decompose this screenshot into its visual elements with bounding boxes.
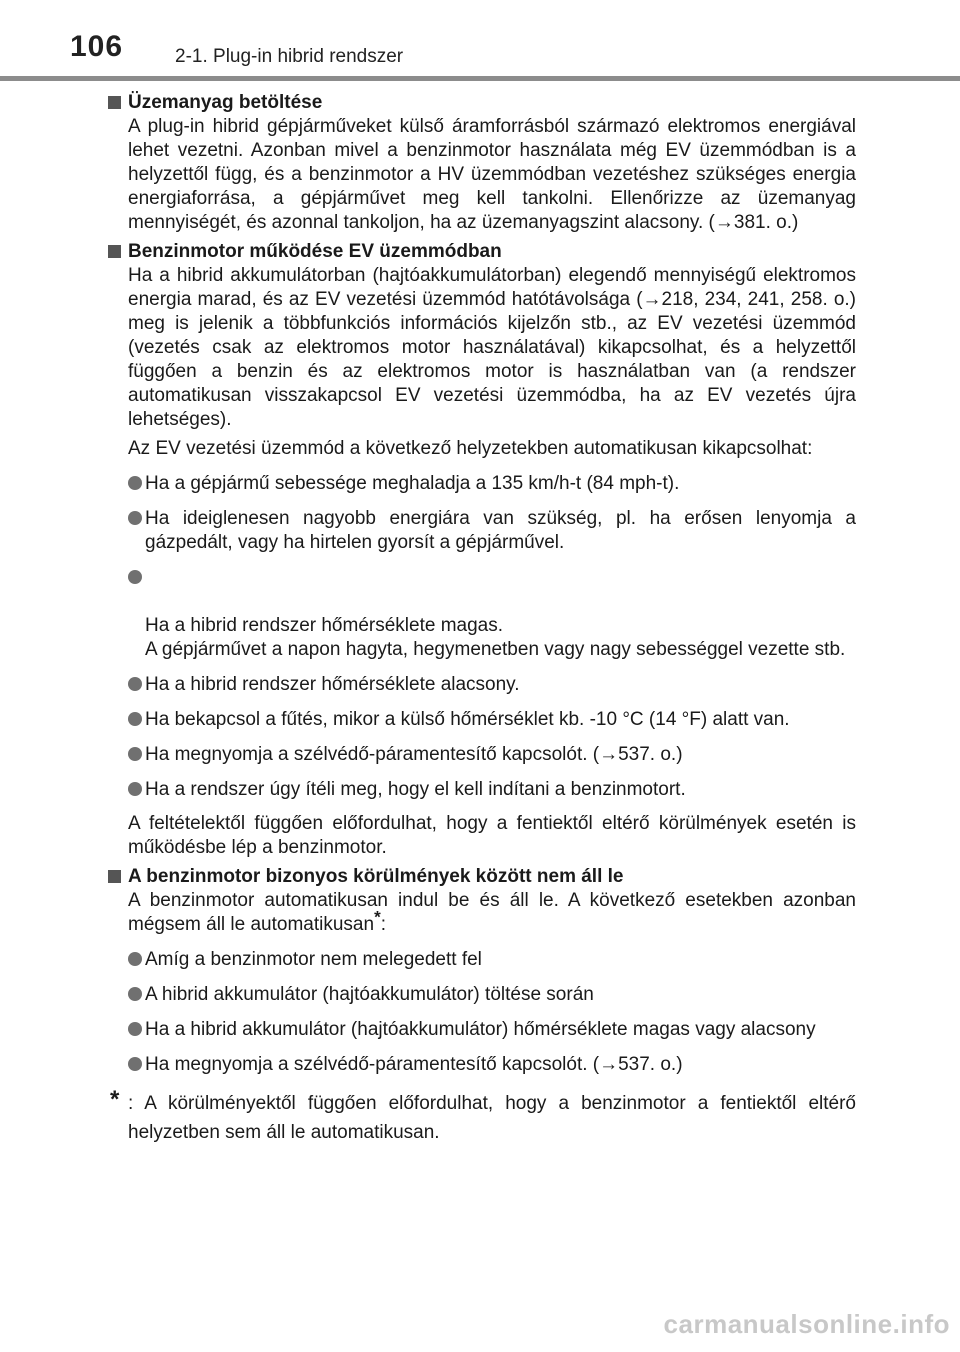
paragraph: A feltételektől függően előfordulhat, hogy a fentiektől eltérő körülmények esetén is működésbe lép a benzinmotor.	[128, 813, 856, 858]
round-bullet-icon	[128, 952, 142, 966]
round-bullet-icon	[128, 570, 142, 584]
section-heading	[108, 240, 856, 264]
section-title: 2-1. Plug-in hibrid rendszer	[175, 46, 404, 67]
list-item: A hibrid akkumulátor (hajtóakkumulátor) töltése során	[128, 983, 856, 1007]
page-content	[108, 91, 856, 1147]
paragraph: A plug-in hibrid gépjárműveket külső áramforrásból származó elektromos energiával lehet vezetni. Azonban mivel a benzinmotor használata még EV üzemmódban is a helyzettől függ, és a benzinmotor a HV üzemmódban vezetéshez szükséges energia energiaforrása, a gépjárművet meg kell tankolni. Ellenőrizze az üzemanyag mennyiségét, és azonnal tankoljon, ha az üzemanyagszint alacsony. (→381. o.)	[128, 116, 856, 233]
paragraph: A benzinmotor automatikusan indul be és áll le. A következő esetekben azonban mégsem áll le automatikusan*:	[128, 890, 856, 935]
heading-text: Üzemanyag betöltése	[128, 92, 323, 113]
footnote-text: : A körülményektől függően előfordulhat, hogy a benzinmotor a fentiektől eltérő helyzetben sem áll le automatikusan.	[128, 1093, 856, 1143]
page-number: 106	[70, 30, 124, 63]
list-item: Amíg a benzinmotor nem melegedett fel	[128, 948, 856, 972]
asterisk-mark: *	[374, 907, 381, 927]
round-bullet-icon	[128, 782, 142, 796]
list-item: Ha megnyomja a szélvédő-páramentesítő kapcsolót. (→537. o.)	[128, 1053, 856, 1077]
paragraph: Az EV vezetési üzemmód a következő helyzetekben automatikusan kikapcsolhat:	[128, 438, 813, 459]
heading-text: A benzinmotor bizonyos körülmények között nem áll le	[128, 866, 624, 887]
round-bullet-icon	[128, 712, 142, 726]
round-bullet-icon	[128, 1022, 142, 1036]
round-bullet-icon	[128, 1057, 142, 1071]
section-heading	[108, 91, 856, 115]
list-item: Ha bekapcsol a fűtés, mikor a külső hőmérséklet kb. -10 °C (14 °F) alatt van.	[128, 708, 856, 732]
list-item: Ha a hibrid rendszer hőmérséklete magas. A gépjárművet a napon hagyta, hegymenetben vagy nagy sebességgel vezette stb.	[128, 566, 856, 662]
list-item: Ha a rendszer úgy ítéli meg, hogy el kell indítani a benzinmotort.	[128, 778, 856, 802]
round-bullet-icon	[128, 677, 142, 691]
page-header	[0, 0, 960, 80]
square-bullet-icon	[108, 870, 121, 883]
paragraph: Ha a hibrid akkumulátorban (hajtóakkumulátorban) elegendő mennyiségű elektromos energia marad, és az EV vezetési üzemmód hatótávolsága (→218, 234, 241, 258. o.) meg is jelenik a többfunkciós információs kijelzőn stb., az EV vezetési üzemmód (vezetés csak az elektromos motor használatával) kikapcsolhat, és a helyzettől függően a benzin és az elektromos motor is használatban van (a rendszer automatikusan visszakapcsol EV vezetési üzemmódba, ha az EV vezetés újra lehetséges).	[128, 265, 856, 430]
header-rule	[0, 76, 960, 81]
square-bullet-icon	[108, 245, 121, 258]
round-bullet-icon	[128, 476, 142, 490]
footnote	[108, 1086, 856, 1147]
list-item: Ha a hibrid rendszer hőmérséklete alacsony.	[128, 673, 856, 697]
list-item: Ha a gépjármű sebessége meghaladja a 135 km/h-t (84 mph-t).	[128, 472, 856, 496]
section-heading	[108, 865, 856, 889]
round-bullet-icon	[128, 987, 142, 1001]
square-bullet-icon	[108, 96, 121, 109]
round-bullet-icon	[128, 747, 142, 761]
asterisk-mark: *	[110, 1086, 120, 1113]
watermark: carmanualsonline.info	[663, 1309, 950, 1339]
list-item: Ha ideiglenesen nagyobb energiára van szükség, pl. ha erősen lenyomja a gázpedált, vagy ha hirtelen gyorsít a gépjárművel.	[128, 507, 856, 555]
list-item: Ha megnyomja a szélvédő-páramentesítő kapcsolót. (→537. o.)	[128, 743, 856, 767]
round-bullet-icon	[128, 511, 142, 525]
list-item: Ha a hibrid akkumulátor (hajtóakkumulátor) hőmérséklete magas vagy alacsony	[128, 1018, 856, 1042]
heading-text: Benzinmotor működése EV üzemmódban	[128, 241, 502, 262]
